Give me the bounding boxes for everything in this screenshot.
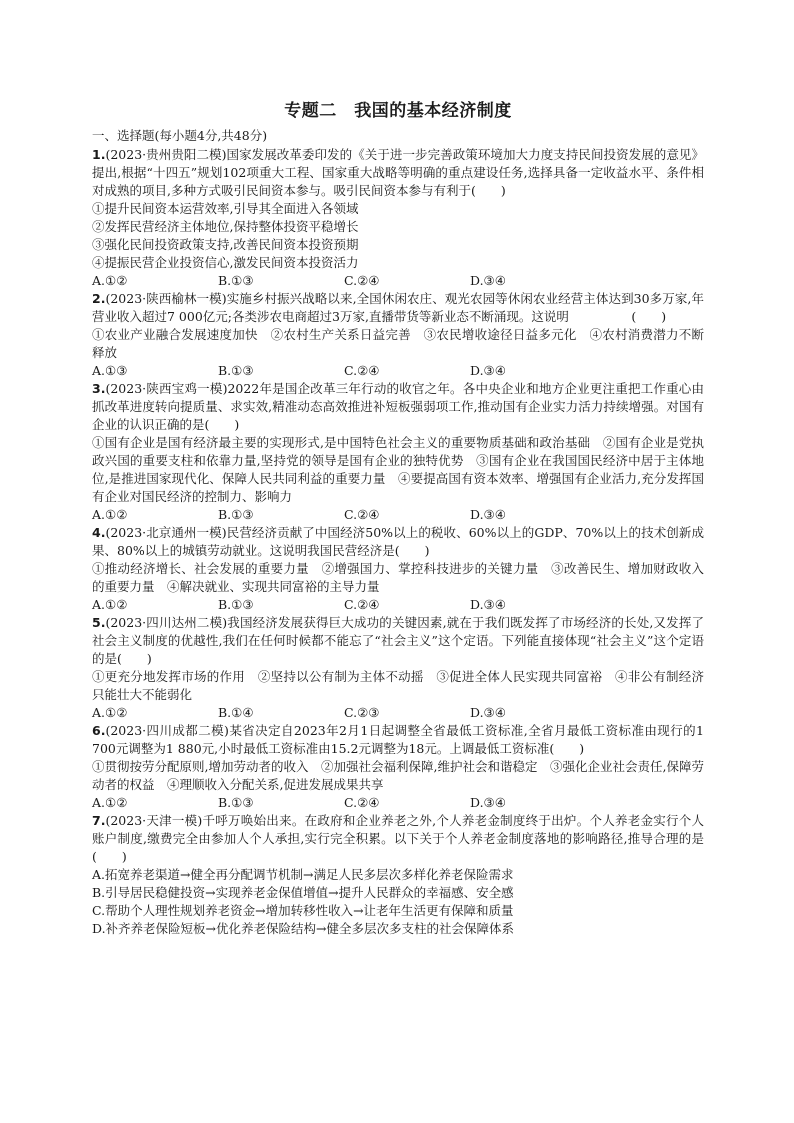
option-b: B.①③	[218, 273, 254, 288]
option-a: A.①②	[92, 273, 128, 288]
option-a: A.①③	[92, 363, 128, 378]
option-b: B.引导居民稳健投资→实现养老金保值增值→提升人民群众的幸福感、安全感	[92, 885, 514, 900]
statement: ①提升民间资本运营效率,引导其全面进入各领域	[92, 201, 359, 216]
answer-options	[92, 794, 704, 812]
document-page	[92, 96, 704, 938]
option-a: A.①②	[92, 597, 128, 612]
answer-options	[92, 272, 704, 290]
question-number: 6.	[92, 723, 106, 738]
option-b: B.①③	[218, 507, 254, 522]
statement: ①贯彻按劳分配原则,增加劳动者的收入 ②加强社会福利保障,维护社会和谐稳定 ③强化企业社会责任,保障劳动者的权益 ④理顺收入分配关系,促进发展成果共享	[92, 759, 704, 792]
section-heading: 一、选择题(每小题4分,共48分)	[92, 128, 268, 143]
answer-options	[92, 596, 704, 614]
option-c: C.帮助个人理性规划养老资金→增加转移性收入→让老年生活更有保障和质量	[92, 903, 514, 918]
option-a: A.①②	[92, 795, 128, 810]
statement: ③强化民间投资政策支持,改善民间资本投资预期	[92, 237, 359, 252]
option-d: D.③④	[470, 507, 506, 522]
question-stem	[92, 524, 704, 560]
answer-options	[92, 704, 704, 722]
question-text: (2023·四川成都二模)某省决定自2023年2月1日起调整全省最低工资标准,全省月最低工资标准由现行的1 700元调整为1 880元,小时最低工资标准由15.2元调整为18元。上调最低工资标准( )	[92, 723, 704, 756]
statement: ②发挥民营经济主体地位,保持整体投资平稳增长	[92, 219, 359, 234]
question-number: 1.	[92, 147, 106, 162]
option-c: C.②④	[344, 273, 380, 288]
question-5	[92, 614, 704, 722]
option-a: A.①②	[92, 507, 128, 522]
option-d: D.③④	[470, 363, 506, 378]
option-d: D.③④	[470, 705, 506, 720]
question-text: (2023·北京通州一模)民营经济贡献了中国经济50%以上的税收、60%以上的GDP、70%以上的技术创新成果、80%以上的城镇劳动就业。这说明我国民营经济是( )	[92, 525, 704, 558]
answer-options	[92, 362, 704, 380]
option-d: D.补齐养老保险短板→优化养老保险结构→健全多层次多支柱的社会保障体系	[92, 921, 514, 936]
option-d: D.③④	[470, 597, 506, 612]
question-2	[92, 290, 704, 380]
question-6	[92, 722, 704, 812]
question-text: (2023·四川达州二模)我国经济发展获得巨大成功的关键因素,就在于我们既发挥了市场经济的长处,又发挥了社会主义制度的优越性,我们在任何时候都不能忘了“社会主义”这个定语。下列能直接体现“社会主义”这个定语的是( )	[92, 615, 704, 666]
question-stem	[92, 290, 704, 326]
question-stem	[92, 722, 704, 758]
option-b: B.①③	[218, 795, 254, 810]
question-number: 7.	[92, 813, 106, 828]
question-text: (2023·陕西榆林一模)实施乡村振兴战略以来,全国休闲农庄、观光农园等休闲农业经营主体达到30多万家,年营业收入超过7 000亿元;各类涉农电商超过3万家,直播带货等新业态不断涌现。这说明 ( )	[92, 291, 704, 324]
option-a: A.拓宽养老渠道→健全再分配调节机制→满足人民多层次多样化养老保险需求	[92, 867, 514, 882]
question-stem	[92, 380, 704, 434]
option-b: B.①④	[218, 705, 254, 720]
statement: ①更充分地发挥市场的作用 ②坚持以公有制为主体不动摇 ③促进全体人民实现共同富裕 ④非公有制经济只能壮大不能弱化	[92, 669, 704, 702]
question-3	[92, 380, 704, 524]
question-text: (2023·天津一模)千呼万唤始出来。在政府和企业养老之外,个人养老金制度终于出炉。个人养老金实行个人账户制度,缴费完全由参加人个人承担,实行完全积累。以下关于个人养老金制度落地的影响路径,推导合理的是( )	[92, 813, 704, 864]
question-number: 4.	[92, 525, 106, 540]
option-d: D.③④	[470, 273, 506, 288]
option-d: D.③④	[470, 795, 506, 810]
question-4	[92, 524, 704, 614]
option-c: C.②④	[344, 597, 380, 612]
option-b: B.①③	[218, 363, 254, 378]
statement: ①国有企业是国有经济最主要的实现形式,是中国特色社会主义的重要物质基础和政治基础 ②国有企业是党执政兴国的重要支柱和依靠力量,坚持党的领导是国有企业的独特优势 ③国有企业在我国国民经济中居于主体地位,是推进国家现代化、保障人民共同利益的重要力量 ④要提高国有资本效率、增强国有企业活力,充分发挥国有企业对国民经济的控制力、影响力	[92, 435, 704, 504]
statement: ①农业产业融合发展速度加快 ②农村生产关系日益完善 ③农民增收途径日益多元化 ④农村消费潜力不断释放	[92, 327, 704, 360]
question-stem	[92, 812, 704, 866]
page-title: 专题二 我国的基本经济制度	[284, 101, 512, 121]
question-number: 5.	[92, 615, 106, 630]
question-stem	[92, 146, 704, 200]
statement: ④提振民营企业投资信心,激发民间资本投资活力	[92, 255, 359, 270]
option-c: C.②④	[344, 507, 380, 522]
question-7	[92, 812, 704, 938]
option-c: C.②④	[344, 795, 380, 810]
question-stem	[92, 614, 704, 668]
option-b: B.①③	[218, 597, 254, 612]
question-1	[92, 146, 704, 290]
question-text: (2023·贵州贵阳二模)国家发展改革委印发的《关于进一步完善政策环境加大力度支持民间投资发展的意见》提出,根据“十四五”规划102项重大工程、国家重大战略等明确的重点建设任务,选择具备一定收益水平、条件相对成熟的项目,多种方式吸引民间资本参与。吸引民间资本参与有利于( )	[92, 147, 704, 198]
answer-options	[92, 506, 704, 524]
question-number: 3.	[92, 381, 106, 396]
option-a: A.①②	[92, 705, 128, 720]
option-c: C.②④	[344, 363, 380, 378]
statement: ①推动经济增长、社会发展的重要力量 ②增强国力、掌控科技进步的关键力量 ③改善民生、增加财政收入的重要力量 ④解决就业、实现共同富裕的主导力量	[92, 561, 704, 594]
question-number: 2.	[92, 291, 106, 306]
option-c: C.②③	[344, 705, 380, 720]
question-text: (2023·陕西宝鸡一模)2022年是国企改革三年行动的收官之年。各中央企业和地方企业更注重把工作重心由抓改革进度转向提质量、求实效,精准动态高效推进补短板强弱项工作,推动国有企业实力活力持续增强。对国有企业的认识正确的是( )	[92, 381, 704, 432]
